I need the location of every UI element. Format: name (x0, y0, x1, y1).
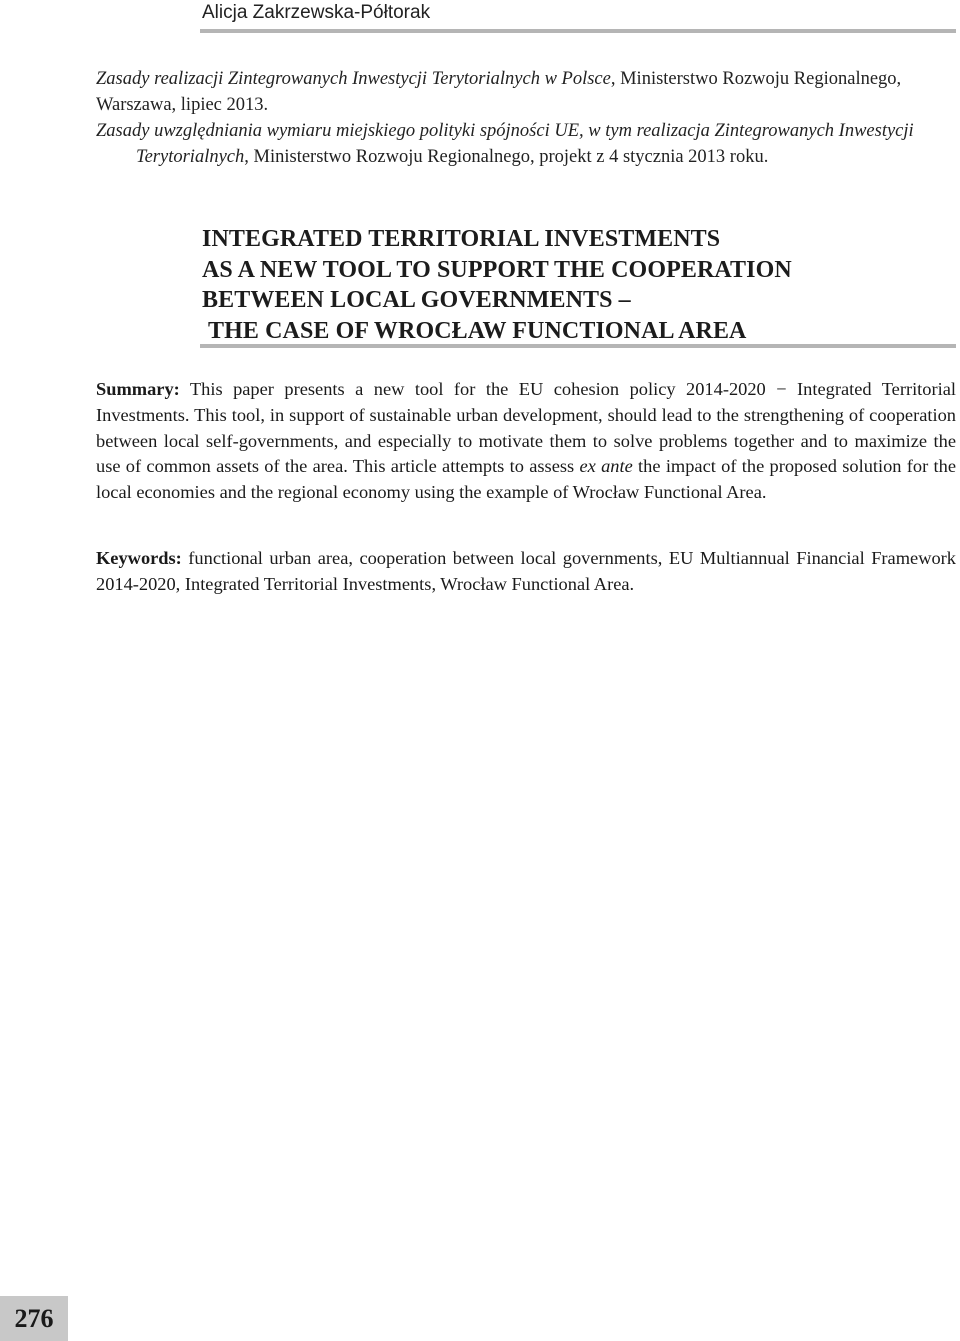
summary-paragraph (96, 377, 956, 506)
page-number: 276 (0, 1296, 68, 1341)
title-line: BETWEEN LOCAL GOVERNMENTS – (202, 287, 631, 313)
summary-text-end: the impact of the proposed solution for the local economies and the regional economy using the example of Wrocław Functional Area. (96, 456, 956, 503)
reference-details: , Ministerstwo Rozwoju Regionalnego, projekt z 4 stycznia 2013 roku. (244, 147, 769, 167)
title-line: AS A NEW TOOL TO SUPPORT THE COOPERATION (202, 256, 792, 283)
summary-label: Summary: (96, 379, 180, 399)
article-title (202, 224, 956, 346)
title-rule (200, 344, 956, 348)
title-line: THE CASE OF WROCŁAW FUNCTIONAL AREA (208, 317, 747, 344)
running-head-author: Alicja Zakrzewska-Półtorak (202, 2, 431, 23)
reference-title: Zasady realizacji Zintegrowanych Inwestycji Terytorialnych w Polsce (96, 69, 611, 89)
keywords-text: functional urban area, cooperation between local governments, EU Multiannual Financial Framework 2014-2020, Integrated Territorial Investments, Wrocław Functional Area. (96, 548, 956, 594)
keywords-paragraph (96, 546, 956, 598)
header-rule (200, 29, 956, 33)
summary-text: This paper presents a new tool for the EU cohesion policy 2014-2020 − Integrated Territorial Investments. This tool, in support of sustainable urban development, should lead to the strengthening of cooperation between local self-governments, and especially to motivate them to solve problems together and to maximize the use of common assets of the area. This article attempts to assess (96, 379, 956, 477)
keywords-label: Keywords: (96, 548, 182, 568)
reference-title: Zasady uwzględniania wymiaru miejskiego polityki spójności UE, w tym realizacja Zintegrowanych Inwestycji Terytorialnych (96, 121, 914, 167)
summary-italic-term: ex ante (579, 456, 633, 477)
reference-list (96, 66, 956, 170)
reference-item (96, 66, 956, 118)
reference-item (96, 118, 956, 170)
reference-details: , Ministerstwo Rozwoju Regionalnego, Warszawa, lipiec 2013. (96, 69, 902, 115)
title-line: INTEGRATED TERRITORIAL INVESTMENTS (202, 226, 721, 252)
